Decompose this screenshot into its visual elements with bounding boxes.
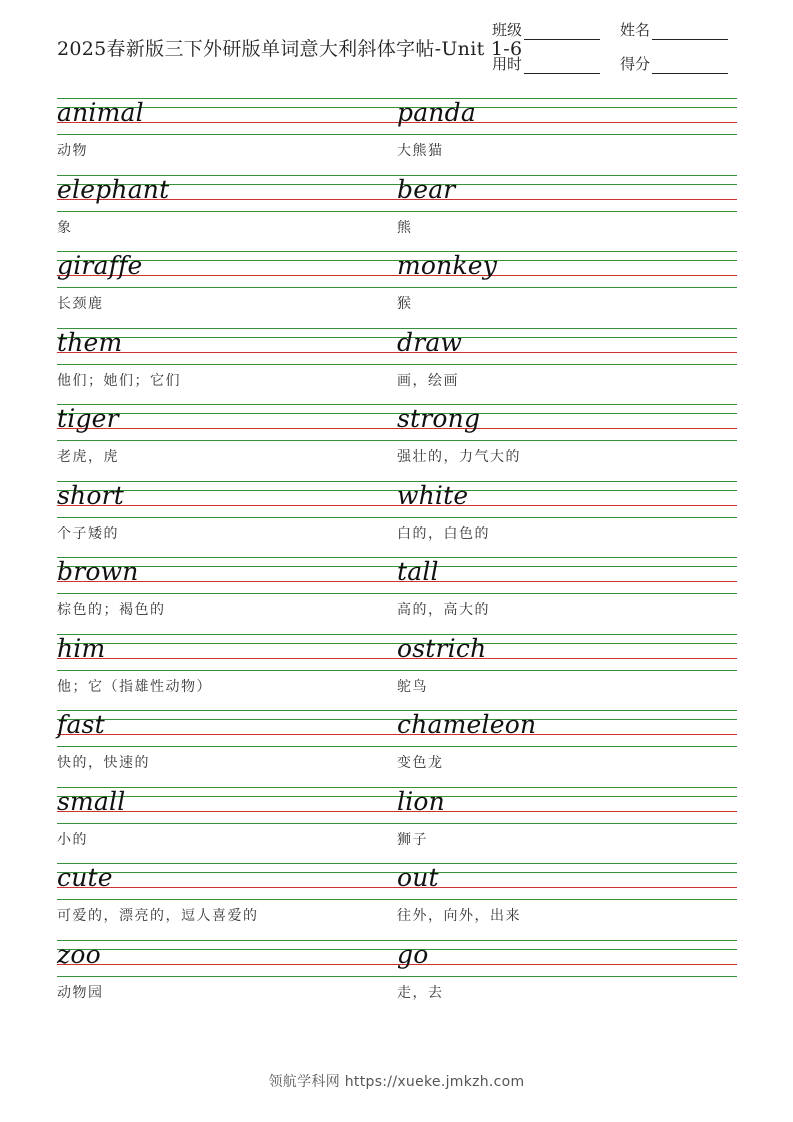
vocab-entry-right bbox=[397, 481, 737, 557]
name-field bbox=[620, 19, 728, 40]
chinese-meaning: 动物园 bbox=[57, 984, 104, 1001]
vocab-entry-left bbox=[57, 481, 397, 557]
vocab-entry-right bbox=[397, 251, 737, 327]
time-field bbox=[492, 53, 600, 74]
class-field bbox=[492, 19, 600, 40]
chinese-meaning: 往外，向外，出来 bbox=[397, 908, 521, 924]
english-word: animal bbox=[57, 98, 144, 127]
english-word: tall bbox=[397, 557, 439, 586]
vocab-entry-right bbox=[397, 557, 737, 633]
footer-watermark: 领航学科网 https://xueke.jmkzh.com bbox=[268, 1074, 525, 1090]
english-word: zoo bbox=[57, 939, 101, 969]
english-word: cute bbox=[57, 863, 113, 892]
vocab-entry-left bbox=[57, 634, 397, 710]
vocab-entry-right bbox=[397, 634, 737, 710]
vocab-entry-left bbox=[57, 251, 397, 327]
vocab-entry-left bbox=[57, 557, 397, 633]
vocab-entry-right bbox=[397, 328, 737, 404]
vocab-entry-right bbox=[397, 98, 737, 174]
copybook-row bbox=[57, 481, 737, 557]
vocab-entry-right bbox=[397, 175, 737, 251]
copybook-row bbox=[57, 863, 737, 939]
english-word: strong bbox=[397, 404, 481, 433]
chinese-meaning: 动物 bbox=[57, 143, 88, 159]
chinese-meaning: 大熊猫 bbox=[397, 143, 444, 159]
chinese-meaning: 狮子 bbox=[397, 831, 428, 848]
chinese-meaning: 快的，快速的 bbox=[57, 755, 150, 771]
english-word: white bbox=[397, 480, 469, 510]
english-word: chameleon bbox=[397, 710, 537, 739]
time-blank bbox=[524, 59, 600, 74]
vocab-entry-left bbox=[57, 710, 397, 786]
chinese-meaning: 强壮的，力气大的 bbox=[397, 449, 521, 465]
time-label: 用时 bbox=[492, 55, 523, 73]
chinese-meaning: 变色龙 bbox=[397, 755, 444, 771]
english-word: lion bbox=[397, 786, 445, 816]
vocab-entry-left bbox=[57, 863, 397, 939]
english-word: panda bbox=[397, 98, 476, 127]
english-word: go bbox=[397, 939, 429, 969]
english-word: elephant bbox=[57, 174, 170, 204]
chinese-meaning: 象 bbox=[57, 219, 73, 236]
vocab-entry-left bbox=[57, 328, 397, 404]
copybook-row bbox=[57, 404, 737, 480]
chinese-meaning: 小的 bbox=[57, 831, 88, 848]
name-label: 姓名 bbox=[620, 21, 651, 39]
copybook-row bbox=[57, 787, 737, 863]
vocab-entry-right bbox=[397, 710, 737, 786]
english-word: fast bbox=[57, 710, 105, 739]
copybook-row bbox=[57, 557, 737, 633]
chinese-meaning: 长颈鹿 bbox=[57, 296, 104, 312]
class-label: 班级 bbox=[492, 21, 523, 39]
chinese-meaning: 鸵鸟 bbox=[397, 678, 428, 695]
chinese-meaning: 高的，高大的 bbox=[397, 602, 490, 618]
chinese-meaning: 他们；她们；它们 bbox=[57, 372, 181, 389]
vocab-entry-right bbox=[397, 404, 737, 480]
vocab-entry-left bbox=[57, 98, 397, 174]
copybook-row bbox=[57, 98, 737, 174]
english-word: giraffe bbox=[57, 251, 143, 280]
english-word: brown bbox=[57, 557, 139, 586]
chinese-meaning: 个子矮的 bbox=[57, 525, 119, 542]
chinese-meaning: 白的，白色的 bbox=[397, 525, 490, 542]
score-blank bbox=[652, 59, 728, 74]
vocab-entry-right bbox=[397, 787, 737, 863]
name-blank bbox=[652, 25, 728, 40]
english-word: ostrich bbox=[397, 633, 487, 663]
chinese-meaning: 老虎，虎 bbox=[57, 449, 119, 465]
chinese-meaning: 走，去 bbox=[397, 984, 444, 1001]
vocab-entry-right bbox=[397, 940, 737, 1016]
chinese-meaning: 棕色的；褐色的 bbox=[57, 602, 166, 618]
english-word: tiger bbox=[57, 404, 119, 433]
chinese-meaning: 他；它（指雄性动物） bbox=[57, 678, 212, 695]
score-field bbox=[620, 53, 728, 74]
score-label: 得分 bbox=[620, 55, 651, 73]
copybook-row bbox=[57, 175, 737, 251]
english-word: draw bbox=[397, 327, 463, 357]
english-word: small bbox=[57, 786, 126, 816]
vocab-entry-right bbox=[397, 863, 737, 939]
vocab-entry-left bbox=[57, 404, 397, 480]
vocab-entry-left bbox=[57, 940, 397, 1016]
english-word: short bbox=[57, 480, 124, 510]
vocab-entry-left bbox=[57, 175, 397, 251]
copybook-row bbox=[57, 710, 737, 786]
class-blank bbox=[524, 25, 600, 40]
english-word: bear bbox=[397, 174, 456, 204]
chinese-meaning: 熊 bbox=[397, 219, 413, 236]
copybook-row bbox=[57, 940, 737, 1016]
english-word: them bbox=[57, 327, 123, 357]
chinese-meaning: 猴 bbox=[397, 296, 413, 312]
page-title: 2025春新版三下外研版单词意大利斜体字帖-Unit 1-6 bbox=[57, 38, 523, 60]
copybook-row bbox=[57, 634, 737, 710]
english-word: him bbox=[57, 633, 106, 663]
chinese-meaning: 可爱的，漂亮的，逗人喜爱的 bbox=[57, 908, 259, 924]
english-word: monkey bbox=[397, 251, 498, 280]
english-word: out bbox=[397, 863, 439, 892]
vocab-entry-left bbox=[57, 787, 397, 863]
chinese-meaning: 画，绘画 bbox=[397, 372, 459, 389]
copybook-row bbox=[57, 328, 737, 404]
copybook-row bbox=[57, 251, 737, 327]
